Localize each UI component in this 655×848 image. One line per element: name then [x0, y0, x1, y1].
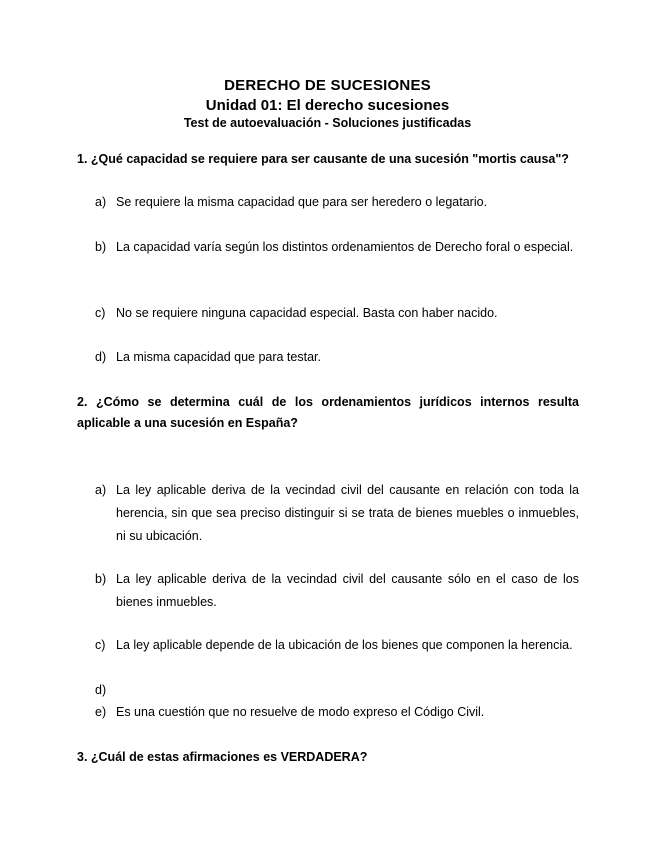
unit-title: Unidad 01: El derecho sucesiones: [205, 97, 450, 114]
option-letter: b): [95, 240, 107, 254]
question-2-option-e[interactable]: [95, 701, 579, 724]
option-letter: b): [95, 572, 107, 586]
question-1-option-b[interactable]: [95, 236, 579, 259]
question-1-option-a[interactable]: [95, 191, 579, 214]
option-text: La capacidad varía según los distintos ordenamientos de Derecho foral o especial.: [116, 240, 574, 254]
option-letter: e): [95, 705, 107, 719]
option-text: Se requiere la misma capacidad que para ser heredero o legatario.: [116, 195, 488, 209]
question-1-option-d[interactable]: [95, 346, 579, 369]
option-text: La ley aplicable deriva de la vecindad civil del causante sólo en el caso de los bienes inmuebles.: [116, 572, 579, 609]
option-text: La ley aplicable deriva de la vecindad civil del causante en relación con toda la herencia, sin que sea preciso distinguir si se trata de bienes muebles o inmuebles, ni su ubicación.: [116, 483, 579, 543]
question-2-option-c[interactable]: [95, 634, 579, 657]
option-letter: a): [95, 483, 107, 497]
option-letter: a): [95, 195, 107, 209]
option-letter: d): [95, 350, 107, 364]
option-letter: c): [95, 638, 106, 652]
document-subtitle: Test de autoevaluación - Soluciones justificadas: [183, 116, 472, 130]
option-letter: c): [95, 306, 106, 320]
question-1-option-c[interactable]: [95, 302, 579, 325]
question-2: 2. ¿Cómo se determina cuál de los ordenamientos jurídicos internos resulta aplicable a una sucesión en España?: [77, 395, 579, 430]
option-letter: d): [95, 683, 107, 697]
question-3: 3. ¿Cuál de estas afirmaciones es VERDADERA?: [77, 750, 368, 764]
option-text: Es una cuestión que no resuelve de modo expreso el Código Civil.: [116, 705, 485, 719]
question-2-option-b[interactable]: [95, 568, 579, 614]
question-1: 1. ¿Qué capacidad se requiere para ser causante de una sucesión "mortis causa"?: [77, 152, 569, 166]
question-2-option-a[interactable]: [95, 479, 579, 548]
option-text: La misma capacidad que para testar.: [116, 350, 321, 364]
document-title: DERECHO DE SUCESIONES: [224, 77, 431, 94]
option-text: No se requiere ninguna capacidad especial. Basta con haber nacido.: [116, 306, 498, 320]
option-text: La ley aplicable depende de la ubicación de los bienes que componen la herencia.: [116, 638, 573, 652]
